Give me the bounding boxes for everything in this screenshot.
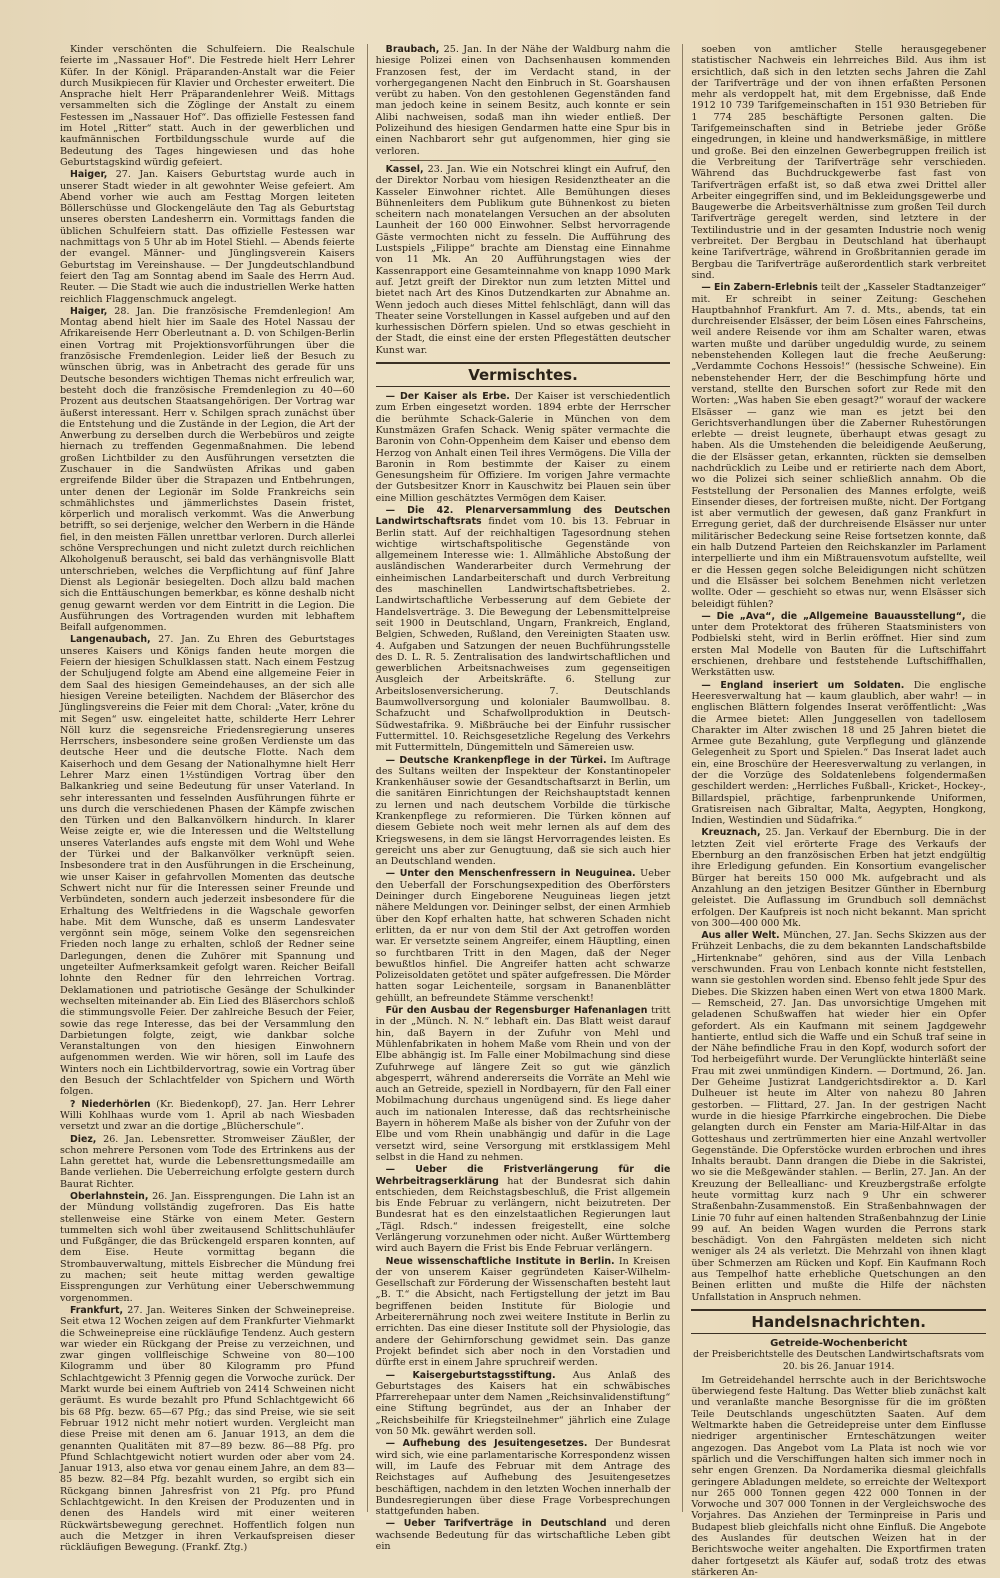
article-paragraph: [376, 1518, 671, 1552]
article-headline: Braubach,: [385, 44, 440, 55]
article-headline: Kreuznach,: [701, 827, 761, 839]
article-paragraph: [691, 44, 986, 281]
right-bottom-articles: [691, 1375, 986, 1578]
article-text: (Kr. Biedenkopf), 27. Jan. Herr Lehrer Willi Kohlhaas wurde vom 1. April ab nach Wiesbaden versetzt und zwar an die dortige „Blücherschule“.: [60, 1098, 355, 1133]
article-paragraph: [691, 1375, 986, 1578]
article-headline: — Die „Ava“, die „Allgemeine Bauausstellung“,: [701, 610, 966, 622]
article-paragraph: [60, 44, 355, 168]
article-text: tritt in der „Münch. N. N.“ lebhaft ein. Das Blatt weist darauf hin, daß Bayern in der Zufuhr von Mehl und Mühlenfabrikaten in hohem Maße vom Rhein und von der Elbe abhängig ist. Im Falle einer Mobilmachung sind diese Zufuhrwege auf längere Zeit so gut wie gänzlich abgesperrt, während andererseits die Vorräte an Mehl wie auch an Getreide, speziell in Nordbayern, für den Fall einer Mobilmachung durchaus ungenügend sind. Es liege daher auch im nationalen Interesse, daß das rechtsrheinische Bayern in höherem Maße als bisher von der Zufuhr von der Elbe und vom Rhein unabhängig und dafür in die Lage versetzt wird, seine Versorgung mit erstklassigem Mehl selbst in die Hand zu nehmen.: [375, 1005, 671, 1163]
article-text: die unter dem Protektorat des früheren Staatsministers von Podbielski steht, wird in Berlin eröffnet. Hier sind zum ersten Mal Modelle von Bauten für die Luftschiffahrt erschienen, drehbare und feststehende Luftschiffhallen, Werkstätten usw.: [691, 610, 987, 679]
article-paragraph: [376, 1438, 671, 1517]
column-right: [682, 44, 987, 1578]
article-headline: ? Niederhörlen: [70, 1098, 151, 1110]
column-middle: [367, 44, 671, 1552]
article-text: 23. Jan. Wie ein Notschrei klingt ein Aufruf, den der Direktor Norbau vom hiesigen Residenztheater an die Kasseler Einwohner richtet. Alle Bemühungen dieses Bühnenleiters dem Publikum gute Bühnenkost zu bieten scheitern nach monatelangen Versuchen an der absoluten Launheit der 160 000 Einwohner. Selbst hervorragende Gäste vermochten nicht zu fesseln. Die Aufführung des Lustspiels „Filippe“ brachte am Dienstag eine Einnahme von 11 Mk. An 20 Aufführungstagen wies der Kassenrapport eine Gesamteinnahme von knapp 1090 Mark auf. Jetzt greift der Direktor nun zum letzten Mittel und bietet nach Art des Kinos Dutzendkarten zur Abnahme an. Wenn jedoch auch dieses Mittel fehlschlägt, dann will das Theater seine Vorstellungen in Kassel aufgeben und auf den kurhessischen Dörfern spielen. Und so etwas geschieht in der Stadt, die einst eine der ersten Pflegestätten deutscher Kunst war.: [375, 163, 671, 356]
article-text: Im Auftrage des Sultans weilten der Inspekteur der Konstantinopeler Krankenhäuser sowie der Gesandtschaftsarzt in Berlin, um die sanitären Einrichtungen der Reichshauptstadt kennen zu lernen und nach deutschem Vorbilde die türkische Krankenpflege zu reformieren. Die Türken können auf diesem Gebiete noch weit mehr lernen als auf dem des Kriegswesens, in dem sie längst Hervorragendes leisten. Es gereicht uns aber zur Genugtuung, daß sie sich auch hier an Deutschland wenden.: [375, 754, 671, 868]
article-text: Aus Anlaß des Geburtstages des Kaisers hat ein schwäbisches Pfarrerehepaar unter dem Namen „Reichsinvalidenstiftung“ eine Stiftung begründet, aus der an Inhaber der „Reichsbeihilfe für Kriegsteilnehmer“ jährlich eine Zulage von 50 Mk. gewährt werden soll.: [375, 1369, 671, 1438]
article-headline: — Unter den Menschenfressern in Neuguinea.: [385, 868, 636, 880]
column-left: [60, 44, 355, 1554]
article-headline: — Deutsche Krankenpflege in der Türkei.: [385, 754, 607, 766]
article-paragraph: [376, 1005, 671, 1163]
article-paragraph: [376, 44, 671, 157]
article-text: Der Kaiser ist verschiedentlich zum Erben eingesetzt worden. 1894 erbte der Herrscher die berühmte Schack-Galerie in München von dem Kunstmäzen Grafen Schack. Wenig später vermachte die Baronin von Cohn-Oppenheim dem Kaiser und ebenso dem Herzog von Anhalt einen Teil ihres Vermögens. Die Villa der Baronin in Rom bestimmte der Kaiser zu einem Genesungsheim für Offiziere. Im vorigen Jahre vermachte der Gutsbesitzer Knorr in Kauschwitz bei Plauen sein über eine Million geschätztes Vermögen dem Kaiser.: [375, 391, 671, 504]
article-text: Der Bundesrat wird sich, wie eine parlamentarische Korrespondenz wissen will, im Laufe des Februar mit dem Antrage des Reichstages auf Aufhebung des Jesuitengesetzes beschäftigen, nachdem in den letzten Wochen innerhalb der Bundesregierungen über diese Frage Vorbesprechungen stattgefunden haben.: [375, 1438, 671, 1518]
article-paragraph: [60, 169, 355, 305]
article-paragraph: [60, 634, 355, 1097]
article-headline: Langenaubach,: [70, 634, 151, 646]
article-text: 26. Jan. Lebensretter. Stromweiser Zäußler, der schon mehrere Personen vom Tode des Ertrinkens aus der Lahn gerettet hat, wurde die Lebensrettungsmedaille am Bande verliehen. Die Ueberreichung erfolgte gestern durch Baurat Richter.: [60, 1133, 355, 1190]
article-headline: Aus aller Welt.: [701, 930, 780, 942]
article-paragraph: [60, 1191, 355, 1304]
article-paragraph: [376, 1256, 671, 1369]
article-divider: [390, 160, 657, 161]
article-paragraph: [691, 611, 986, 679]
section-title-handel: Handelsnachrichten.: [691, 1309, 986, 1334]
article-headline: Diez,: [70, 1133, 97, 1145]
article-text: 28. Jan. Die französische Fremdenlegion! Am Montag abend hielt hier im Saale des Hotel Nassau der Afrikareisende Herr Oberleutnant a. D. von Schilgen-Berlin einen Vortrag mit Projektionsvorführungen über die französische Fremdenlegion. Leider ließ der Besuch zu wünschen übrig, was in Anbetracht des gerade für uns Deutsche besonders wichtigen Themas nicht erfreulich war, besteht doch die französische Fremdenlegion zu 40—60 Prozent aus deutschen Staatsangehörigen. Der Vortrag war äußerst interessant. Herr v. Schilgen sprach zunächst über die Entstehung und die Zustände in der Legion, die Art der Anwerbung zu derselben durch die Werbebüros und zeigte hiernach zu treffenden Gegenmaßnahmen. Die lebend großen Lichtbilder zu den Ausführungen versetzten die Zuschauer in die Sandwüsten Afrikas und gaben ergreifende Bilder über die Strapazen und Entbehrungen, unter denen der Legionär im Solde Frankreichs sein schmählichstes und jämmerlichstes Dasein fristet, körperlich und moralisch verkommt. Was die Anwerbung betrifft, so sei derjenige, welcher den Werbern in die Hände fiel, in den meisten Fällen unrettbar verloren. Durch allerlei schöne Versprechungen und nicht zuletzt durch reichlichen Alkoholgenuß berauscht, sei bald das verhängnisvolle Blatt unterschrieben, welches die Verpflichtung auf fünf Jahre Dienst als Legionär besiegelten. Doch allzu bald machen sich die Enttäuschungen bemerkbar, es könne deshalb nicht genug gewarnt werden vor dem Eintritt in die Legion. Die Ausführungen des Vortragenden wurden mit lebhaftem Beifall aufgenommen.: [60, 305, 355, 634]
article-text: findet vom 10. bis 13. Februar in Berlin statt. Auf der reichhaltigen Tagesordnung stehen wichtige wirtschaftspolitische Gegenstände von allgemeinem Interesse wie: 1. Allmähliche Abstoßung der ausländischen Wanderarbeiter durch Vermehrung der einheimischen Landarbeiterschaft und durch Verbreitung des maschinellen Landwirtschaftsbetriebes. 2. Landwirtschaftliche Verbesserung auf dem Gebiete der Handelsverträge. 3. Die Bewegung der Lebensmittelpreise seit 1900 in Deutschland, Ungarn, Frankreich, England, Belgien, Schweden, Rußland, den Vereinigten Staaten usw. 4. Aufgaben und Satzungen der neuen Buchführungsstelle des D. L. R. 5. Zentralisation des landwirtschaftlichen und gewerblichen Arbeitsnachweises zum gegenseitigen Ausgleich der Arbeitskräfte. 6. Stellung zur Arbeitslosenversicherung. 7. Deutschlands Baumwollversorgung und kolonialer Baumwollbau. 8. Schafzucht und Schafwollproduktion in Deutsch-Südwestafrika. 9. Mißbräuche bei der Einfuhr russischer Futtermittel. 10. Reichsgesetzliche Regelung des Verkehrs mit Futtermitteln, Düngemitteln und Sämereien usw.: [375, 516, 671, 754]
article-text: In Kreisen der von unserem Kaiser gegründeten Kaiser-Wilhelm-Gesellschaft zur Förderung der Wissenschaften besteht laut „B. T.“ die Absicht, nach Fertigstellung der jetzt im Bau begriffenen beiden Institute für Biologie und Arbeiterernährung noch zwei weitere Institute in Berlin zu errichten. Das eine dieser Institute soll der Physiologie, das andere der Gehirnforschung gewidmet sein. Das ganze Projekt befindet sich aber noch in den Vorstadien und dürfte erst in einem Jahre spruchreif werden.: [375, 1255, 671, 1369]
article-text: Kinder verschönten die Schulfeiern. Die Realschule feierte im „Nassauer Hof“. Die Festrede hielt Herr Lehrer Küfer. In der Königl. Präparanden-Anstalt war die Feier durch Musikpiecen für Klavier und Orchester erweitert. Die Ansprache hielt Herr Präparandenlehrer Weiß. Mittags versammelten sich die Zöglinge der Anstalt zu einem Festessen im „Nassauer Hof“. Das offizielle Festessen fand im Hotel „Ritter“ statt. Auch in der gewerblichen und kaufmännischen Fortbildungsschule wurde auf die Bedeutung des Tages hingewiesen und das hohe Geburtstagskind würdig gefeiert.: [60, 44, 355, 168]
article-text: 25. Jan. Verkauf der Ebernburg. Die in der letzten Zeit viel erörterte Frage des Verkaufs der Ebernburg an den französischen Erben hat jetzt endgültig ihre Erledigung gefunden. Ein Konsortium evangelischer Bürger hat bereits 150 000 Mk. aufgebracht und als Anzahlung an den jetzigen Besitzer Günther in Ebernburg geleistet. Die Auflassung im Grundbuch soll demnächst erfolgen. Der Kaufpreis ist noch nicht bekannt. Man spricht von 300—400 000 Mk.: [691, 827, 987, 929]
article-text: 27. Jan. Kaisers Geburtstag wurde auch in unserer Stadt wieder in alt gewohnter Weise gefeiert. Am Abend vorher wie auch am Festtag Morgen leiteten Böllerschüsse und Glockengeläute den Tag als Geburtstag unseres obersten Landesherrn ein. Vormittags fanden die üblichen Schulfeiern statt. Das offizielle Festessen war nachmittags von 5 Uhr ab im Hotel Stiehl. — Abends feierte der evangel. Männer- und Jünglingsverein Kaisers Geburtstag im Vereinshause. — Der Jungdeutschlandbund feiert den Tag am Sonntag abend im Saale des Herrn Aud. Reuter. — Die Stadt wie auch die industriellen Werke hatten reichlich Flaggenschmuck angelegt.: [60, 169, 355, 305]
article-paragraph: [376, 1370, 671, 1438]
article-text: München, 27. Jan. Sechs Skizzen aus der Frühzeit Lenbachs, die zu dem bekannten Landschaftsbilde „Hirtenknabe“ gehören, sind aus der Villa Lenbach verschwunden. Frau von Lenbach konnte nicht feststellen, wann sie gestohlen worden sind. Ebenso fehlt jede Spur des Diebes. Die Skizzen haben einen Wert von etwa 1800 Mark. — Remscheid, 27. Jan. Das unvorsichtige Umgehen mit geladenen Schußwaffen hat wieder hier ein Opfer gefordert. Als ein Kaufmann mit seinem Jagdgewehr hantierte, entlud sich die Waffe und ein Schuß traf seine in der Nähe befindliche Frau in den Kopf, wodurch sofort der Tod herbeigeführt wurde. Der Verunglückte hinterläßt seine Frau mit zwei unmündigen Kindern. — Dortmund, 26. Jan. Der Geheime Justizrat Landgerichtsdirektor a. D. Karl Dulheuer ist heute im Alter von nahezu 80 Jahren gestorben. — Flittard, 27. Jan. In der gestrigen Nacht wurde in die hiesige Pfarrkirche eingebrochen. Die Diebe gelangten durch ein Fenster am Maria-Hilf-Altar in das Gotteshaus und zertrümmerten hier eine Anzahl wertvoller Gegenstände. Die Opferstöcke wurden erbrochen und ihres Inhalts beraubt. Dann drangen die Diebe in die Sakristei, wo sie die Meßgewänder stahlen. — Berlin, 27. Jan. An der Kreuzung der Belleallianc- und Kreuzbergstraße erfolgte heute vormittag kurz nach 9 Uhr ein schwerer Straßenbahn-Zusammenstoß. Ein Straßenbahnwagen der Linie 70 fuhr auf einen haltenden Straßenbahnzug der Linie 99 auf. An beiden Wagen wurden die Perrons stark beschädigt. Von den Fahrgästen meldeten sich nicht weniger als 24 als verletzt. Die Mehrzahl von ihnen klagt über Schmerzen am Rücken und Kopf. Ein Kaufmann Roch aus Tempelhof hatte erhebliche Quetschungen an den Beinen erlitten und mußte die Hilfe der nächsten Unfallstation in Anspruch nehmen.: [691, 930, 987, 1303]
article-text: 27. Jan. Weiteres Sinken der Schweinepreise. Seit etwa 12 Wochen zeigen auf dem Frankfurter Viehmarkt die Schweinepreise eine rückläufige Tendenz. Auch gestern war wieder ein Rückgang der Preise zu verzeichnen, und zwar gingen vollfleischige Schweine von 80—100 Kilogramm und über 80 Kilogramm pro Pfund Schlachtgewicht 3 Pfennig gegen die Vorwoche zurück. Der Markt wurde bei einem Auftrieb von 2414 Schweinen nicht geräumt. Es wurde bezahlt pro Pfund Schlachtgewicht 66 bis 68 Pfg. bezw. 65—67 Pfg.; das sind Preise, wie sie seit Februar 1912 nicht mehr notiert wurden. Vergleicht man diese Preise mit denen am 6. Januar 1913, an dem die genannten Qualitäten mit 87—89 bezw. 86—88 Pfg. pro Pfund Schlachtgewicht notiert wurden oder aber vom 24. Januar 1913, also etwa vor genau einem Jahre, an dem 83—85 bezw. 82—84 Pfg. bezahlt wurden, so ergibt sich ein Rückgang binnen Jahresfrist von 21 Pfg. pro Pfund Schlachtgewicht. In den Kreisen der Produzenten und in denen des Handels wird mit einer weiteren Rückwärtsbewegung gerechnet. Hoffentlich folgen nun auch die Metzger in ihren Verkaufspreisen dieser rückläufigen Bewegung. (Frankf. Ztg.): [60, 1304, 355, 1554]
article-text: Im Getreidehandel herrschte auch in der Berichtswoche überwiegend feste Haltung. Das Wetter blieb zunächst kalt und veranlaßte manche Besorgnisse für die im größten Teile Deutschlands ungeschützten Saaten. Auf dem Weltmarkte haben die Getreidepreise unter dem Einflusse niedriger argentinischer Ernteschätzungen weiter angezogen. Das Angebot vom La Plata ist noch wie vor spärlich und die Verschiffungen halten sich immer noch in sehr engen Grenzen. Da Nordamerika diesmal gleichfalls geringere Abladungen meldete, so erreichte der Weltexport nur 265 000 Tonnen gegen 422 000 Tonnen in der Vorwoche und 307 000 Tonnen in der Vergleichswoche des Vorjahres. Das Anziehen der Terminpreise in Paris und Budapest blieb gleichfalls nicht ohne Einfluß. Die Angebote des Auslandes für deutschen Weizen hat in der Berichtswoche weiter angehalten. Die Exportfirmen traten daher fortgesetzt als Käufer auf, sodaß trotz des etwas stärkeren An-: [691, 1374, 987, 1578]
section-title-vermischtes: Vermischtes.: [376, 362, 671, 387]
article-paragraph: [376, 505, 671, 754]
article-paragraph: [376, 868, 671, 1004]
article-headline: — England inseriert um Soldaten.: [701, 679, 905, 691]
article-headline: — Kaisergeburtstagsstiftung.: [385, 1369, 556, 1381]
article-text: und deren wachsende Bedeutung für das wirtschaftliche Leben gibt ein: [375, 1518, 671, 1552]
middle-bottom-articles: [376, 391, 671, 1552]
right-top-articles: [691, 44, 986, 1303]
handel-caption: der Preisberichtstelle des Deutschen Landwirtschaftsrats vom 20. bis 26. Januar 1914.: [693, 1349, 985, 1372]
article-headline: — Aufhebung des Jesuitengesetzes.: [385, 1438, 588, 1450]
article-headline: — Ein Zabern-Erlebnis: [701, 282, 818, 294]
article-paragraph: [376, 391, 671, 504]
article-paragraph: [376, 1164, 671, 1254]
article-paragraph: [60, 1134, 355, 1190]
article-text: 25. Jan. In der Nähe der Waldburg nahm die hiesige Polizei einen von Dachsenhausen kommenden Franzosen fest, der im Verdacht stand, in der vorhergegangenen Nacht den Einbruch in St. Goarshausen verübt zu haben. Von den gestohlenen Gegenständen fand man jedoch keine in seinem Besitz, auch konnte er sein Alibi nachweisen, sodaß man ihn wieder entließ. Der Polizeihund des hiesigen Gendarmen hatte eine Spur bis in einen Nachbarort sehr gut aufgenommen, hier ging sie verloren.: [375, 44, 671, 157]
article-paragraph: [691, 680, 986, 827]
article-headline: Kassel,: [385, 163, 424, 175]
article-text: soeben von amtlicher Stelle herausgegebener statistischer Nachweis ein lehrreiches Bild. Aus ihm ist ersichtlich, daß sich in den letzten sechs Jahren die Zahl der Tarifverträge und der von ihnen erfaßten Personen mehr als verdoppelt hat, mit dem Ergebnisse, daß Ende 1912 10 739 Tarifgemeinschaften in 151 930 Betrieben für 1 774 285 beschäftigte Personen galten. Die Tarifgemeinschaften sind in Betriebe jeder Größe eingedrungen, in kleine und handwerksmäßige, in mittlere und große. Bei den einzelnen Gewerbegruppen freilich ist die Verbreitung der Tarifverträge sehr verschieden. Während das Buchdruckgewerbe fast fast von Tarifverträgen erfaßt ist, so daß etwa zwei Drittel aller Arbeiter eingegriffen sind, und im Bekleidungsgewerbe und Baugewerbe die Arbeitsverhältnisse zum großen Teil durch Tarifverträge geregelt werden, sind letztere in der Textilindustrie und in der gesamten Industrie noch wenig verbreitet. Der Bergbau in Deutschland hat überhaupt keine Tarifverträge, während in Großbritannien gerade im Bergbau die Tarifverträge außerordentlich stark verbreitet sind.: [691, 44, 987, 281]
handel-subtitle: Getreide-Wochenbericht: [770, 1337, 908, 1349]
article-paragraph: [376, 755, 671, 868]
article-headline: — Der Kaiser als Erbe.: [385, 391, 510, 403]
article-paragraph: [691, 930, 986, 1303]
article-headline: Für den Ausbau der Regensburger Hafenanlagen: [385, 1005, 648, 1017]
article-paragraph: [60, 1099, 355, 1133]
article-headline: Neue wissenschaftliche Institute in Berlin.: [385, 1255, 615, 1267]
middle-top-articles: [376, 44, 671, 356]
article-headline: — Die 42. Plenarversammlung des Deutschen Landwirtschaftsrats: [375, 504, 671, 528]
article-headline: Oberlahnstein,: [70, 1190, 149, 1202]
column-layout: [60, 44, 987, 1578]
article-headline: — Ueber die Fristverlängerung für die Wehrbeitragserklärung: [375, 1164, 671, 1187]
article-headline: — Ueber Tarifverträge in Deutschland: [385, 1518, 607, 1530]
article-text: hat der Bundesrat sich dahin entschieden, dem Reichstagsbeschluß, die Frist allgemein bis Ende Februar zu verlängern, nicht beizutreten. Der Bundesrat hat es den einzelstaatlichen Regierungen laut „Tägl. Rdsch.“ indessen freigestellt, eine solche Verlängerung vorzunehmen oder nicht. Außer Württemberg wird auch Bayern die Frist bis Ende Februar verlängern.: [375, 1175, 671, 1255]
article-text: Ueber den Ueberfall der Forschungsexpedition des Oberförsters Deininger durch Eingeborene Neuguineas liegen jetzt nähere Meldungen vor. Deininger selbst, der einen Armhieb über den Kopf erhalten hatte, hat schweren Schaden nicht erlitten, da er nur von dem Stil der Axt getroffen worden war. Er versetzte seinem Angreifer, einem Häuptling, einen so furchtbaren Tritt in den Magen, daß der Neger bewußtlos hinfiel. Die Angreifer hatten acht schwarze Polizeisoldaten getötet und später aufgefressen. Die Mörder hatten sogar Leichenteile, sorgsam in Bananenblätter gehüllt, an befreundete Stämme verschenkt!: [375, 868, 671, 1004]
article-headline: Haiger,: [70, 169, 108, 181]
article-text: 27. Jan. Zu Ehren des Geburtstages unseres Kaisers und Königs fanden heute morgen die Feiern der hiesigen Schulklassen statt. Nach einem Festzug der Schuljugend folgte am Abend eine allgemeine Feier in dem Saal des hiesigen Gemeindehauses, an der sich alle hiesigen Vereine beteiligten. Nachdem der Bläserchor des Jünglingsvereins die Feier mit dem Choral: „Vater, kröne du mit Segen“ usw. eingeleitet hatte, schilderte Herr Lehrer Nöll kurz die segensreiche Friedensregierung unseres Herrschers, insbesondere seine großen Verdienste um das deutsche Heer und die deutsche Flotte. Nach dem Kaiserhoch und dem Gesang der Nationalhymne hielt Herr Lehrer Marz einen 1½stündigen Vortrag über den Balkankrieg und seine Bedeutung für unser Vaterland. In sehr interessanten und fesselnden Ausführungen führte er uns durch die verschiedenen Phasen der Kämpfe zwischen den Türken und den Balkanvölkern hindurch. In klarer Weise zeigte er, wie die Interessen und die Weltstellung unseres Vaterlandes aufs engste mit dem Wohl und Wehe der Türkei und der Balkanvölker verknüpft seien. Insbesondere trat in den Ausführungen in die Erscheinung, wie unser Kaiser in gefahrvollen Momenten das deutsche Schwert nicht nur für die Interessen seiner Freunde und Verbündeten, sondern auch jederzeit insbesondere für die Erhaltung des Weltfriedens in die Wagschale geworfen habe. Mit dem Wunsche, daß es unserm Landesvater vergönnt sein möge, seinem Volke den segensreichen Frieden noch lange zu erhalten, schloß der Redner seine Darlegungen, denen die Zuhörer mit Spannung und ungeteilter Aufmerksamkeit gefolgt waren. Reicher Beifall lohnte den Redner für den lehrreichen Vortrag. Deklamationen und patriotische Gesänge der Schulkinder wechselten miteinander ab. Ein Lied des Bläserchors schloß die stimmungsvolle Feier. Der zahlreiche Besuch der Feier, sowie das rege Interesse, das bei der Versammlung den Darbietungen folgte, zeigt, wie dankbar solche Veranstaltungen von den hiesigen Einwohnern aufgenommen werden. Wie wir hören, soll im Laufe des Winters noch ein Lichtbildervortrag, sowie ein Vortrag über den Besuch der Schlachtfelder von Spichern und Wörth folgen.: [60, 634, 355, 1098]
article-headline: Frankfurt,: [70, 1304, 124, 1316]
article-paragraph: [691, 282, 986, 610]
article-paragraph: [60, 306, 355, 634]
article-text: teilt der „Kasseler Stadtanzeiger“ mit. Er schreibt in seiner Zeitung: Geschehen Hauptbahnhof Frankfurt. Am 7. d. Mts., abends, tat ein durchreisender Elsässer, der beim Lösen eines Fahrscheins, weil andere Reisende vor ihm am Schalter waren, etwas warten mußte und darüber ungeduldig wurde, zu seinem nebenstehenden Kollegen laut die freche Aeußerung: „Verdammte Cochons Hessois!“ (hessische Schweine). Ein nebenstehender Herr, der die Beschimpfung hörte und verstand, stellte den Burschen sofort zur Rede mit den Worten: „Was haben Sie eben gesagt?“ worauf der wackere Elsässer — ganz wie man es jetzt bei den Gerichtsverhandlungen über die Zaberner Ruhestörungen erlebte — dreist leugnete, überhaupt etwas gesagt zu haben. Als die Umstehenden die beleidigende Aeußerung, die der Elsässer getan, erkannten, rückten sie demselben nachdrücklich zu Leibe und er retirierte nach dem Abort, wo die Polizei sich seiner schließlich annahm. Ob die Feststellung der Personalien des Mannes erfolgte, weiß Einsender dieses, der fortreisen mußte, nicht. Der Fortgang ist aber vermutlich der gewesen, daß ganz Frankfurt in Erregung geriet, daß der durchreisende Elsässer nur unter militärischer Bedeckung seine Reise fortsetzen konnte, daß ein halb Dutzend Parteien den Reichskanzler im Parlament interpellierte und ihm ein Mißtrauensvotum aufstellte, weil er die Hessen gegen solche Beleidigungen nicht schützen und die Elsässer bei solchem Benehmen nicht verletzen wollte. Oder — geschieht so etwas nur, wenn Elsässer sich beleidigt fühlen?: [691, 282, 987, 610]
article-paragraph: [60, 1305, 355, 1554]
article-text: 26. Jan. Eissprengungen. Die Lahn ist an der Mündung vollständig zugefroren. Das Eis hatte stellenweise eine Stärke von einem Meter. Gestern tummelten sich wohl über zweitausend Schlittschuhläufer und Fußgänger, die das Brückengeld ersparen konnten, auf dem Eise. Heute vormittag begann die Strombauverwaltung, mittels Eisbrecher die Mündung frei zu machen; seit heute mittag werden gewaltige Eissprengungen zur Verhütung einer Ueberschwemmung vorgenommen.: [60, 1190, 355, 1304]
article-paragraph: [691, 827, 986, 929]
article-paragraph: [376, 164, 671, 356]
article-headline: Haiger,: [70, 305, 108, 317]
article-text: Die englische Heeresverwaltung hat — kaum glaublich, aber wahr! — in englischen Blättern folgendes Inserat veröffentlicht: „Was die Armee bietet: Allen Junggesellen von tadellosem Charakter im Alter zwischen 18 und 25 Jahren bietet die Armee gute Bezahlung, gute Verpflegung und glänzende Gelegenheit zu Sport und Spielen.“ Das Inserat ladet auch ein, eine Broschüre der Heeresverwaltung zu verlangen, in der die Vorzüge des Soldatenlebens folgendermaßen geschildert werden: „Herrliches Fußball-, Kricket-, Hockey-, Billardspiel, prächtige, farbenprunkende Uniformen, Gratisreisen nach Gibraltar, Malta, Aegypten, Hongkong, Indien, Westindien und Südafrika.“: [691, 679, 987, 827]
